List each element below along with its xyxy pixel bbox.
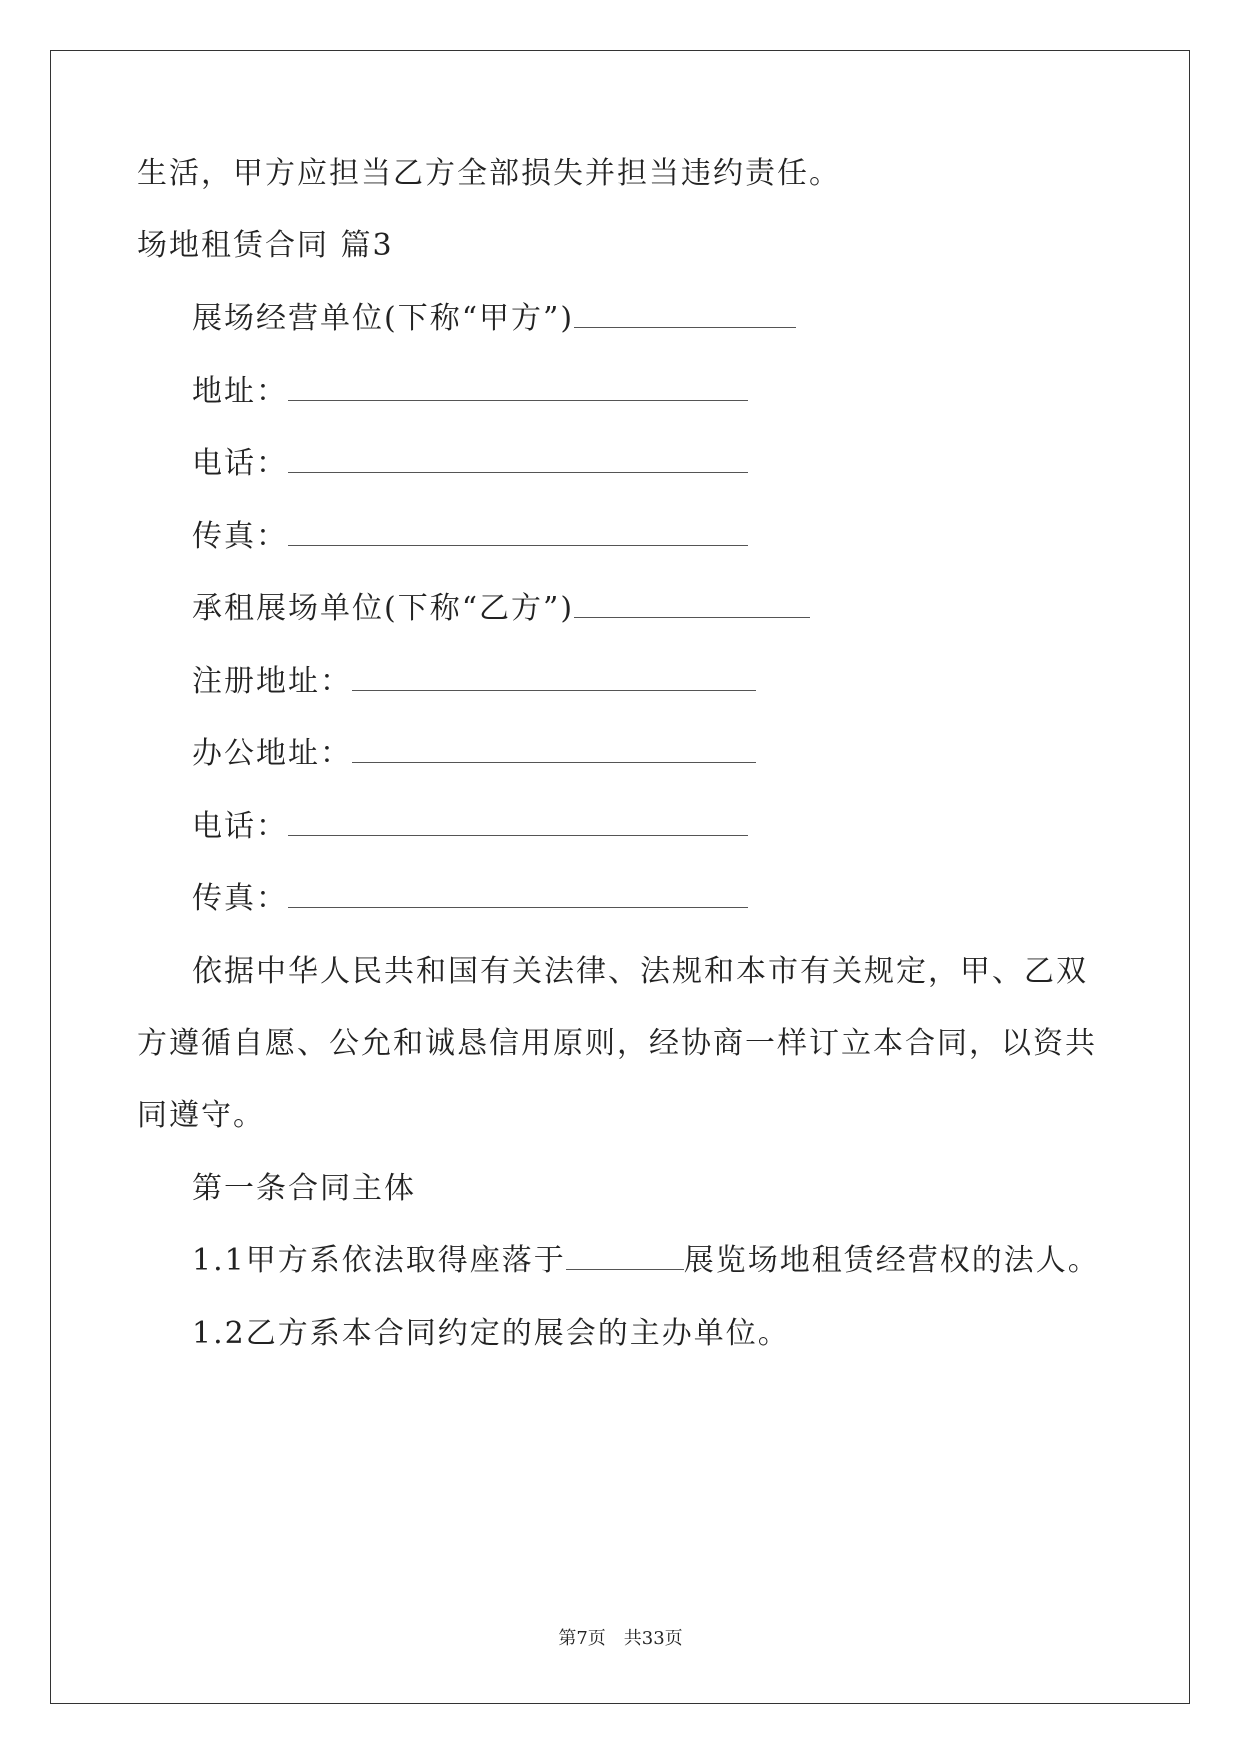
- basis-paragraph-line-3: 同遵守。: [137, 1098, 265, 1133]
- basis-paragraph-line-1: 依据中华人民共和国有关法律、法规和本市有关规定，甲、乙双: [192, 954, 1088, 989]
- party-b-reg-address-line: 注册地址：: [192, 665, 756, 699]
- clause-1-1-location-blank[interactable]: [566, 1245, 684, 1270]
- party-a-unit-line: 展场经营单位(下称“甲方”): [192, 302, 796, 336]
- party-b-fax-line: 传真：: [192, 882, 748, 916]
- article-1-heading: 第一条合同主体: [192, 1171, 416, 1206]
- page-number: 7: [576, 1628, 588, 1649]
- party-a-phone-line: 电话：: [192, 447, 748, 481]
- party-b-reg-address-blank[interactable]: [352, 666, 756, 691]
- party-a-address-blank[interactable]: [288, 376, 748, 401]
- page-footer: 第7页 共33页: [558, 1628, 683, 1649]
- text-line-1: 生活，甲方应担当乙方全部损失并担当违约责任。: [137, 156, 841, 191]
- party-a-fax-blank[interactable]: [288, 521, 748, 546]
- party-b-phone-blank[interactable]: [288, 811, 748, 836]
- party-b-phone-line: 电话：: [192, 810, 748, 844]
- party-a-address-line: 地址：: [192, 375, 748, 409]
- party-a-phone-blank[interactable]: [288, 448, 748, 473]
- party-b-unit-blank[interactable]: [574, 593, 810, 618]
- clause-1-2: 1.2乙方系本合同约定的展会的主办单位。: [192, 1316, 790, 1351]
- party-a-unit-blank[interactable]: [574, 303, 796, 328]
- clause-1-1: 1.1甲方系依法取得座落于 展览场地租赁经营权的法人。: [192, 1243, 1100, 1278]
- party-b-office-address-line: 办公地址：: [192, 737, 756, 771]
- page-total: 33: [641, 1628, 665, 1649]
- party-b-office-address-blank[interactable]: [352, 738, 756, 763]
- party-a-fax-line: 传真：: [192, 520, 748, 554]
- section-heading: 场地租赁合同 篇3: [137, 228, 394, 263]
- page-border: [50, 50, 1190, 1704]
- basis-paragraph-line-2: 方遵循自愿、公允和诚恳信用原则，经协商一样订立本合同，以资共: [137, 1026, 1097, 1061]
- party-b-fax-blank[interactable]: [288, 883, 748, 908]
- party-b-unit-line: 承租展场单位(下称“乙方”): [192, 592, 810, 626]
